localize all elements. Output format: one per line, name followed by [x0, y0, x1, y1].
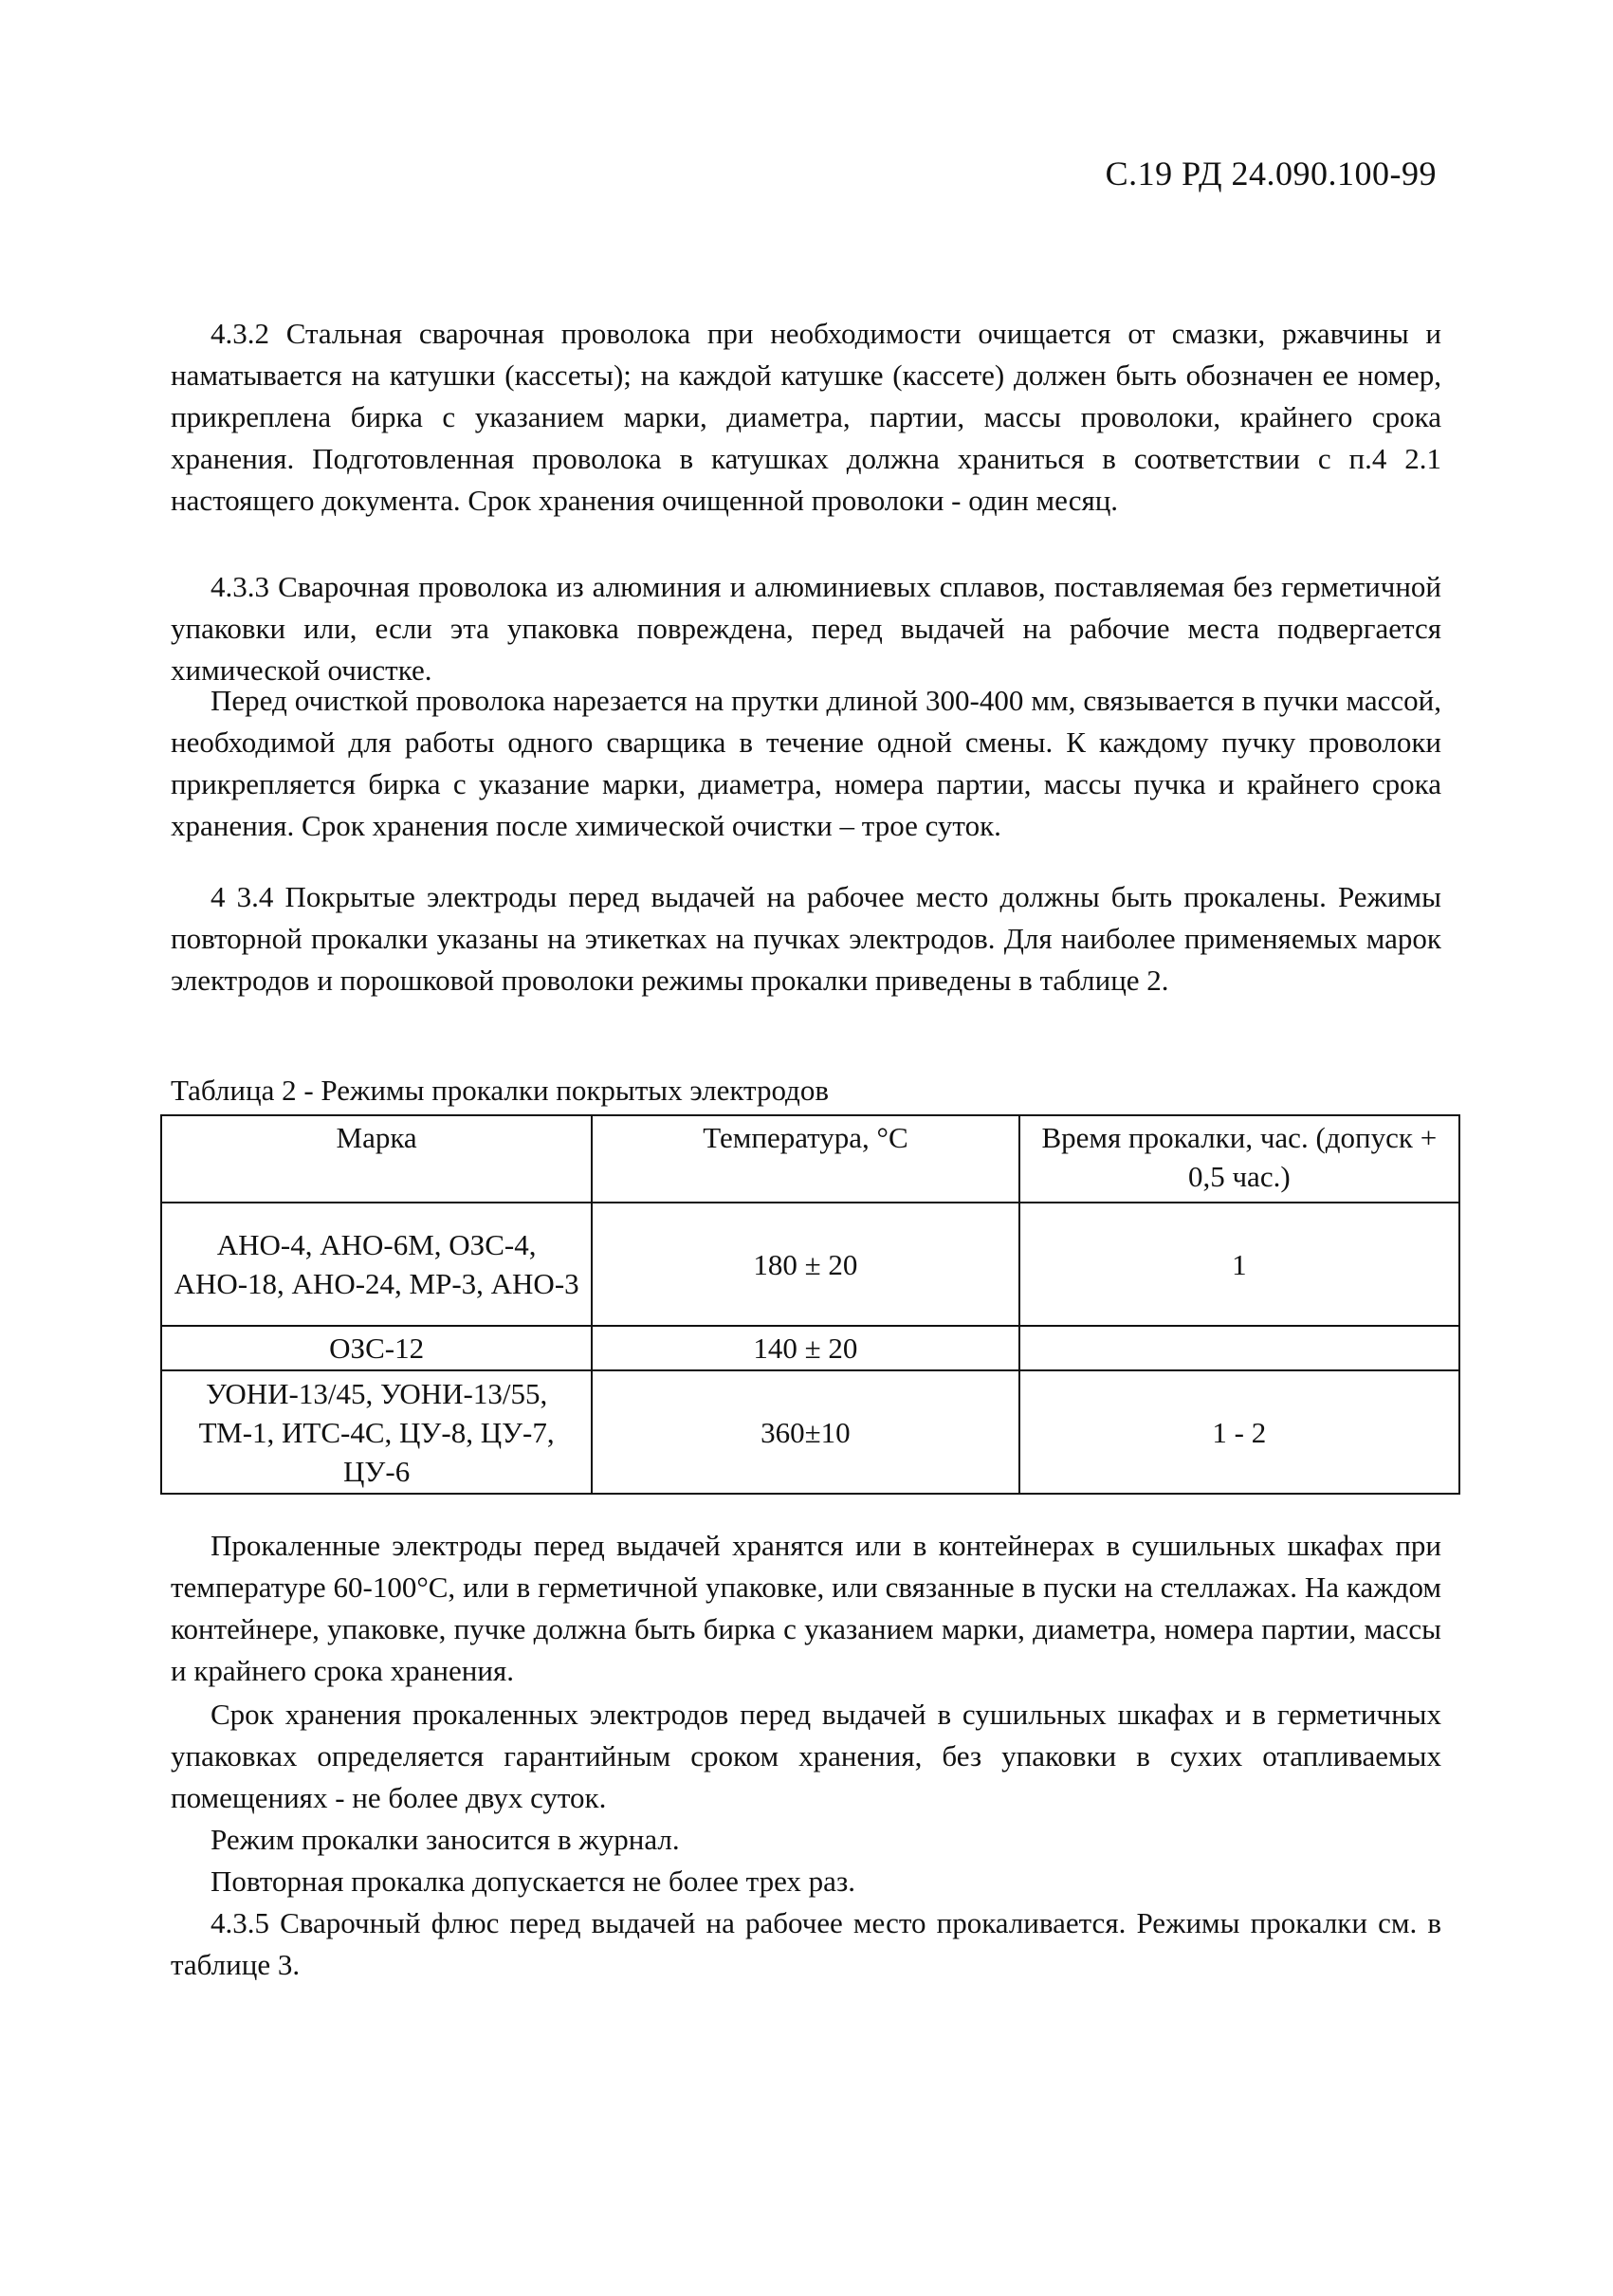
paragraph-stored-electrodes: Прокаленные электроды перед выдачей хранятся или в контейнерах в сушильных шкафах при температуре 60-100°С, или в герметичной упаковке, или связанные в пуски на стеллажах. На каждом контейнере, упаковке, пучке должна быть бирка с указанием марки, диаметра, номера партии, массы и крайнего срока хранения.	[171, 1529, 1441, 1687]
table-header-row	[161, 1115, 1459, 1203]
table-cell-temperature: 180 ± 20	[592, 1203, 1018, 1326]
paragraph-wire-cleaning: Перед очисткой проволока нарезается на прутки длиной 300-400 мм, связывается в пучки массой, необходимой для работы одного сварщика в течение одной смены. К каждому пучку проволоки прикрепляется бирка с указание марки, диаметра, номера партии, массы пучка и крайнего срока хранения. Срок хранения после химической очистки – трое суток.	[171, 684, 1441, 842]
paragraph-4-3-4: 4 3.4 Покрытые электроды перед выдачей на рабочее место должны быть прокалены. Режимы повторной прокалки указаны на этикетках на пучках электродов. Для наиболее применяемых марок электродов и порошковой проволоки режимы прокалки приведены в таблице 2.	[171, 880, 1441, 997]
column-header-time: Время прокалки, час. (допуск + 0,5 час.)	[1019, 1115, 1459, 1203]
paragraph-4-3-2: 4.3.2 Стальная сварочная проволока при необходимости очищается от смазки, ржавчины и наматывается на катушки (кассеты); на каждой катушке (кассете) должен быть обозначен ее номер, прикреплена бирка с указанием марки, диаметра, партии, массы проволоки, крайнего срока хранения. Подготовленная проволока в катушках должна храниться в соответствии с п.4 2.1 настоящего документа. Срок хранения очищенной проволоки - один месяц.	[171, 317, 1441, 517]
column-header-grade: Марка	[161, 1115, 592, 1203]
table-cell-time: 1 - 2	[1019, 1370, 1459, 1494]
table-cell-time: 1	[1019, 1203, 1459, 1326]
table-cell-grade: АНО-4, АНО-6М, ОЗС-4, АНО-18, АНО-24, МР-3, АНО-3	[161, 1203, 592, 1326]
table-cell-temperature: 360±10	[592, 1370, 1018, 1494]
table-cell-time	[1019, 1326, 1459, 1370]
table-cell-grade: УОНИ-13/45, УОНИ-13/55, ТМ-1, ИТС-4С, ЦУ-8, ЦУ-7, ЦУ-6	[161, 1370, 592, 1494]
paragraph-4-3-3: 4.3.3 Сварочная проволока из алюминия и алюминиевых сплавов, поставляемая без герметичной упаковки или, если эта упаковка повреждена, перед выдачей на рабочие места подвергается химической очистке.	[171, 570, 1441, 687]
table-row	[161, 1370, 1459, 1494]
table-cell-grade: ОЗС-12	[161, 1326, 592, 1370]
page-header: С.19 РД 24.090.100-99	[1105, 155, 1437, 193]
table-caption: Таблица 2 - Режимы прокалки покрытых электродов	[171, 1074, 829, 1107]
paragraph-storage-term: Срок хранения прокаленных электродов перед выдачей в сушильных шкафах и в герметичных упаковках определяется гарантийным сроком хранения, без упаковки в сухих отапливаемых помещениях - не более двух суток.	[171, 1698, 1441, 1814]
table-row	[161, 1326, 1459, 1370]
paragraph-journal: Режим прокалки заносится в журнал.	[211, 1823, 680, 1856]
table-row	[161, 1203, 1459, 1326]
paragraph-repeat-calcination: Повторная прокалка допускается не более трех раз.	[211, 1864, 855, 1898]
column-header-temperature: Температура, °С	[592, 1115, 1018, 1203]
table-cell-temperature: 140 ± 20	[592, 1326, 1018, 1370]
paragraph-4-3-5: 4.3.5 Сварочный флюс перед выдачей на рабочее место прокаливается. Режимы прокалки см. в таблице 3.	[171, 1906, 1441, 1981]
calcination-table	[160, 1114, 1460, 1495]
